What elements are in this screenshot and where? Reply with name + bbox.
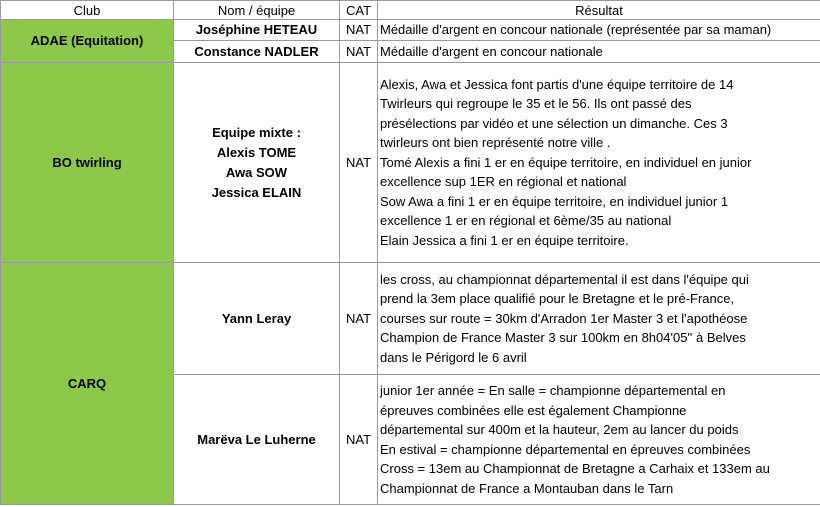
result-line: départemental sur 400m et la hauteur, 2em au lancer du poids bbox=[380, 422, 739, 437]
header-row bbox=[1, 1, 820, 20]
name-line: Jessica ELAIN bbox=[211, 184, 302, 200]
result-cell bbox=[378, 263, 820, 375]
cat-cell: NAT bbox=[340, 63, 378, 263]
result-line: junior 1er année = En salle = championne départemental en bbox=[380, 383, 726, 398]
name-cell bbox=[174, 263, 340, 375]
club-cell: CARQ bbox=[1, 263, 174, 505]
result-line: présélections par vidéo et une sélection un dimanche. Ces 3 bbox=[380, 115, 728, 131]
name-line: Awa SOW bbox=[225, 164, 288, 180]
result-line: Twirleurs qui regroupe le 35 et le 56. Ils ont passé des bbox=[380, 96, 692, 112]
header-cat: CAT bbox=[340, 1, 378, 20]
name-line: Joséphine HETEAU bbox=[195, 22, 318, 37]
result-cell bbox=[378, 20, 820, 41]
result-cell bbox=[378, 41, 820, 63]
header-result: Résultat bbox=[378, 1, 820, 20]
table-row bbox=[1, 263, 820, 375]
result-line: épreuves combinées elle est également Championne bbox=[380, 402, 687, 418]
result-line: Médaille d'argent en concour nationale (représentée par sa maman) bbox=[380, 22, 772, 38]
result-line: Médaille d'argent en concour nationale bbox=[380, 43, 603, 59]
result-line: excellence sup 1ER en régional et national bbox=[380, 174, 627, 190]
name-cell bbox=[174, 41, 340, 63]
result-line: dans le Périgord le 6 avril bbox=[380, 349, 527, 365]
club-cell: BO twirling bbox=[1, 63, 174, 263]
table-row bbox=[1, 63, 820, 263]
result-line: Elain Jessica a fini 1 er en équipe territoire. bbox=[380, 232, 629, 248]
table-row bbox=[1, 20, 820, 41]
name-line: Constance NADLER bbox=[194, 43, 319, 59]
result-line: excellence 1 er en régional et 6ème/35 au national bbox=[380, 213, 672, 229]
name-line: Yann Leray bbox=[221, 310, 292, 326]
result-line: courses sur route = 30km d'Arradon 1er Master 3 et l'apothéose bbox=[380, 310, 748, 326]
result-line: En estival = championne départemental en épreuves combinées bbox=[380, 441, 751, 457]
club-cell: ADAE (Equitation) bbox=[1, 20, 174, 63]
cat-cell: NAT bbox=[340, 41, 378, 63]
result-line: twirleurs ont bien représenté notre ville . bbox=[380, 135, 611, 151]
cat-cell: NAT bbox=[340, 263, 378, 375]
result-line: Champion de France Master 3 sur 100km en 8h04'05'' à Belves bbox=[380, 330, 746, 346]
header-club: Club bbox=[1, 1, 174, 20]
result-cell bbox=[378, 375, 820, 505]
result-line: Alexis, Awa et Jessica font partis d'une équipe territoire de 14 bbox=[380, 76, 734, 92]
result-line: Championnat de France a Montauban dans le Tarn bbox=[380, 480, 674, 496]
header-name: Nom / équipe bbox=[174, 1, 340, 20]
name-line: Alexis TOME bbox=[216, 144, 297, 160]
cat-cell: NAT bbox=[340, 375, 378, 505]
result-cell bbox=[378, 63, 820, 263]
name-line: Equipe mixte : bbox=[212, 124, 301, 140]
name-line: Marëva Le Luherne bbox=[197, 431, 316, 447]
result-line: les cross, au championnat départemental il est dans l'équipe qui bbox=[380, 271, 749, 287]
result-line: Cross = 13em au Championnat de Bretagne a Carhaix et 133em au bbox=[380, 461, 770, 476]
result-line: Tomé Alexis a fini 1 er en équipe territoire, en individuel en junior bbox=[380, 154, 752, 170]
name-cell bbox=[174, 20, 340, 41]
name-cell bbox=[174, 375, 340, 505]
name-cell bbox=[174, 63, 340, 263]
result-line: prend la 3em place qualifié pour le Bretagne et le pré-France, bbox=[380, 291, 735, 307]
cat-cell: NAT bbox=[340, 20, 378, 41]
result-line: Sow Awa a fini 1 er en équipe territoire, en individuel junior 1 bbox=[380, 193, 729, 209]
